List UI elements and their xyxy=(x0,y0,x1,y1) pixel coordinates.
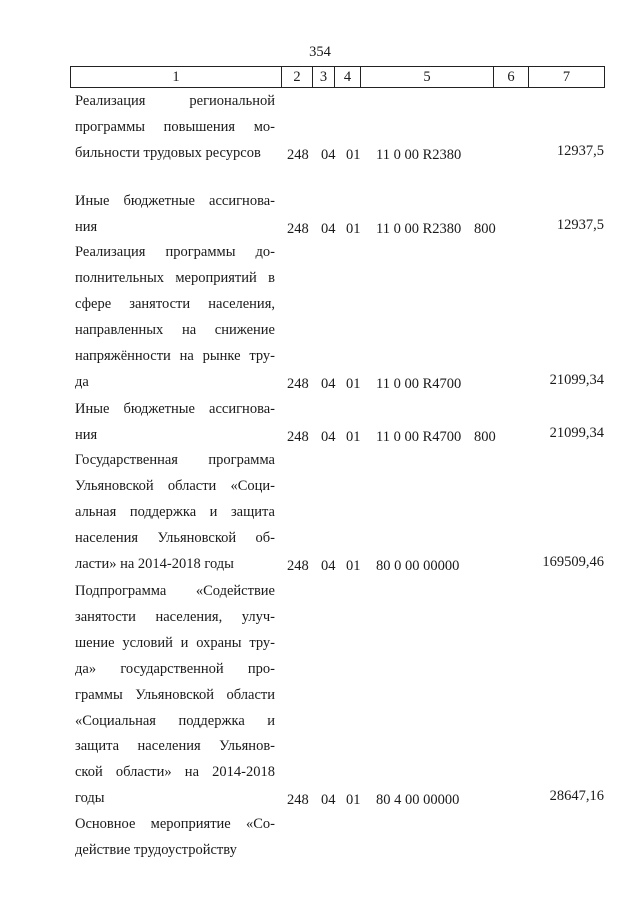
header-col-3: 3 xyxy=(313,67,335,88)
header-col-4: 4 xyxy=(335,67,361,88)
ministry-code: 248 xyxy=(287,146,309,163)
section-code: 04 xyxy=(321,557,336,574)
subsection-code: 01 xyxy=(346,792,361,809)
row-description-line: Государственная программа xyxy=(75,452,275,468)
row-description-line: шение условий и охраны тру- xyxy=(75,634,275,651)
target-code: 80 0 00 00000 xyxy=(376,557,460,574)
section-code: 04 xyxy=(321,220,336,237)
row-description-line: Иные бюджетные ассигнова- xyxy=(75,401,275,417)
page-number: 354 xyxy=(309,44,331,60)
amount-value: 12937,5 xyxy=(556,216,604,233)
target-code: 11 0 00 R2380 xyxy=(376,146,462,163)
subsection-code: 01 xyxy=(346,375,361,392)
amount-value: 28647,16 xyxy=(549,788,604,805)
row-description-line: направленных на снижение xyxy=(75,321,275,338)
section-code: 04 xyxy=(321,375,336,392)
row-description-line: бильности трудовых ресурсов xyxy=(75,144,261,161)
row-description-line: сфере занятости населения, xyxy=(75,295,275,312)
target-code: 11 0 00 R4700 xyxy=(376,375,462,392)
row-description-line: Реализация программы до- xyxy=(75,244,275,260)
row-description-line: защита населения Ульянов- xyxy=(75,738,275,755)
row-description-line: альная поддержка и защита xyxy=(75,503,275,520)
row-description-line: Ульяновской области «Соци- xyxy=(75,477,275,494)
row-description-line: занятости населения, улуч- xyxy=(75,608,275,625)
ministry-code: 248 xyxy=(287,792,309,809)
row-description-line: Реализация региональной xyxy=(75,93,275,109)
row-description-line: ской области» на 2014-2018 xyxy=(75,764,275,781)
header-col-2: 2 xyxy=(282,67,313,88)
expense-type-code: 800 xyxy=(474,428,496,445)
row-description-line: действие трудоустройству xyxy=(75,841,237,858)
header-col-6: 6 xyxy=(494,67,529,88)
header-col-1: 1 xyxy=(71,67,282,88)
ministry-code: 248 xyxy=(287,557,309,574)
ministry-code: 248 xyxy=(287,220,309,237)
row-description-line: граммы Ульяновской области xyxy=(75,686,275,703)
row-description-line: «Социальная поддержка и xyxy=(75,712,275,729)
header-col-7: 7 xyxy=(529,67,605,88)
subsection-code: 01 xyxy=(346,220,361,237)
row-description-line: да xyxy=(75,373,89,390)
row-description-line: Основное мероприятие «Со- xyxy=(75,816,275,832)
header-col-5: 5 xyxy=(361,67,494,88)
subsection-code: 01 xyxy=(346,428,361,445)
subsection-code: 01 xyxy=(346,557,361,574)
target-code: 80 4 00 00000 xyxy=(376,792,460,809)
amount-value: 12937,5 xyxy=(556,142,604,159)
row-description-line: годы xyxy=(75,790,105,807)
ministry-code: 248 xyxy=(287,375,309,392)
section-code: 04 xyxy=(321,428,336,445)
expense-type-code: 800 xyxy=(474,220,496,237)
row-description-line: напряжённости на рынке тру- xyxy=(75,347,275,364)
target-code: 11 0 00 R4700 xyxy=(376,428,462,445)
amount-value: 21099,34 xyxy=(549,371,604,388)
ministry-code: 248 xyxy=(287,428,309,445)
amount-value: 21099,34 xyxy=(549,424,604,441)
row-description-line: ласти» на 2014-2018 годы xyxy=(75,555,234,572)
row-description-line: ния xyxy=(75,426,98,443)
row-description-line: Иные бюджетные ассигнова- xyxy=(75,193,275,209)
amount-value: 169509,46 xyxy=(542,553,604,570)
row-description-line: да» государственной про- xyxy=(75,660,275,677)
row-description-line: полнительных мероприятий в xyxy=(75,269,275,286)
section-code: 04 xyxy=(321,146,336,163)
row-description-line: ния xyxy=(75,218,98,235)
section-code: 04 xyxy=(321,792,336,809)
row-description-line: Подпрограмма «Содействие xyxy=(75,583,275,599)
subsection-code: 01 xyxy=(346,146,361,163)
row-description-line: населения Ульяновской об- xyxy=(75,529,275,546)
target-code: 11 0 00 R2380 xyxy=(376,220,462,237)
row-description-line: программы повышения мо- xyxy=(75,118,275,135)
